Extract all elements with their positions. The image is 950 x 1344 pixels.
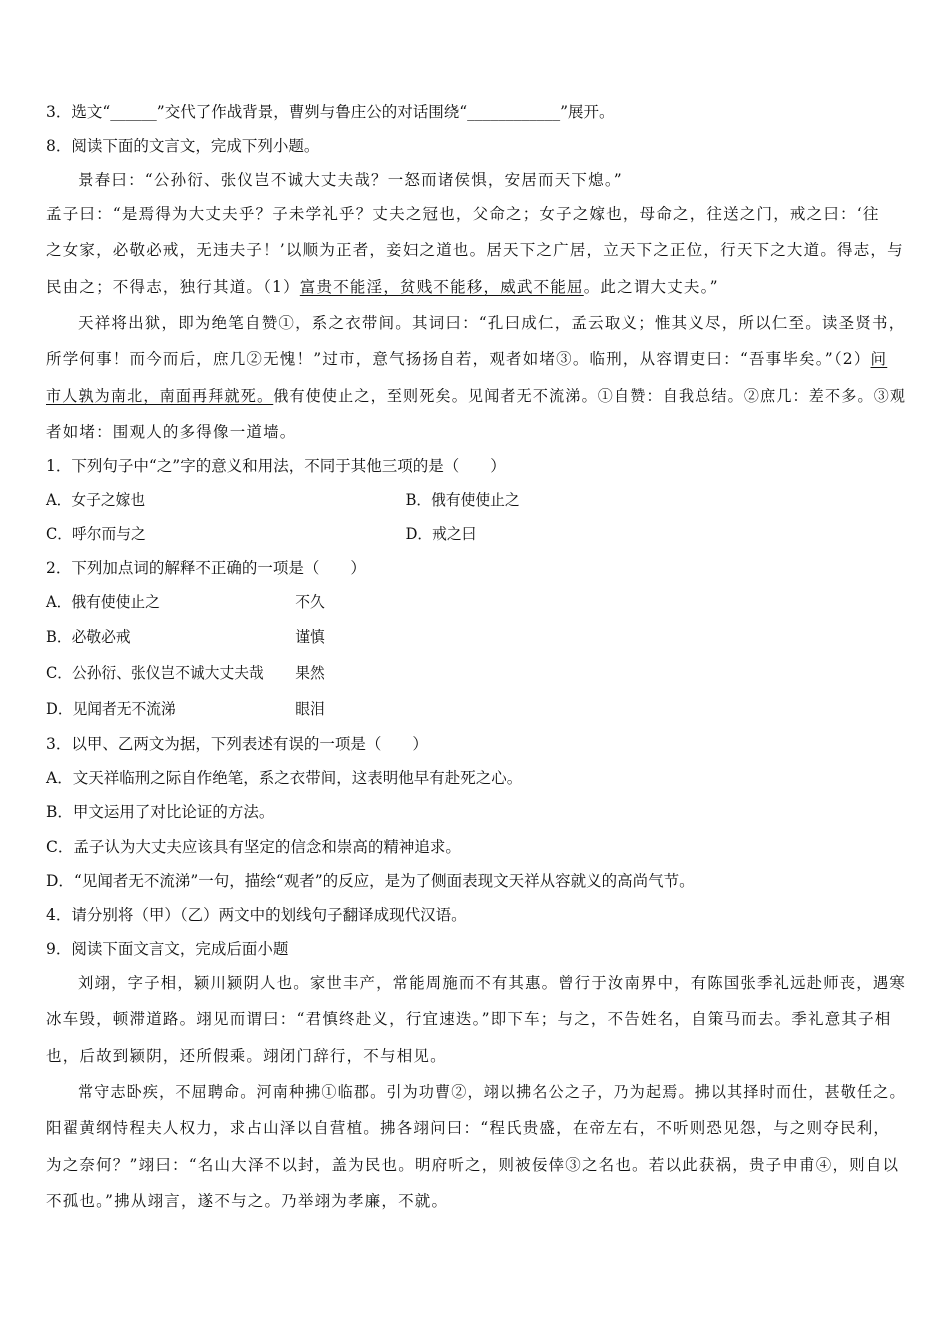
option-b-explanation: 谨慎 (295, 628, 325, 646)
option-row (46, 489, 906, 511)
passage-line: 不孤也。”拂从翊言，遂不与之。乃举翊为孝廉，不就。 (46, 1192, 449, 1210)
passage-line: 阳翟黄纲恃程夫人权力，求占山泽以自营植。拂各翊问曰：“程氏贵盛，在帝左右，不听则恐见怨，与之则夺民利， (46, 1119, 891, 1137)
passage-text: 俄有使使止之，至则死矣。见闻者无不流涕。①自赞：自我总结。②庶几：差不多。③观 (273, 387, 907, 405)
question-9-heading: 9．阅读下面文言文，完成后面小题 (46, 940, 289, 958)
option-a[interactable]: A．女子之嫁也 (46, 491, 146, 509)
option-row (46, 698, 906, 720)
option-row (46, 662, 906, 684)
option-d[interactable]: D．戒之曰 (405, 525, 477, 543)
option-d[interactable]: D．“见闻者无不流涕”一句，描绘“观者”的反应，是为了侧面表现文天祥从容就义的高尚气节。 (46, 872, 695, 890)
question-3-previous: 3．选文“______”交代了作战背景，曹刿与鲁庄公的对话围绕“____________”展开。 (46, 103, 615, 121)
passage-line: 者如堵：围观人的多得像一道墙。 (46, 423, 297, 441)
passage-line (46, 276, 719, 298)
option-a-explanation: 不久 (295, 593, 325, 611)
sub-question-2-stem: 2．下列加点词的解释不正确的一项是（ ） (46, 559, 366, 577)
passage-text: 民由之；不得志，独行其道。（1） (46, 278, 300, 296)
underlined-sentence-2-start: 问 (870, 350, 888, 368)
option-d[interactable]: D．见闻者无不流涕 (46, 700, 176, 718)
passage-line: 冰车毁，顿滞道路。翊见而谓曰：“君慎终赴义，行宜速迭。”即下车；与之，不告姓名，自策马而去。季礼意其子相 (46, 1010, 892, 1028)
option-row (46, 523, 906, 545)
option-row (46, 626, 906, 648)
passage-text: 。此之谓大丈夫。” (583, 278, 719, 296)
option-b[interactable]: B．甲文运用了对比论证的方法。 (46, 803, 275, 821)
underlined-sentence-2: 市人孰为南北，南面再拜就死。 (46, 387, 274, 405)
option-b[interactable]: B．必敬必戒 (46, 628, 131, 646)
question-8-heading: 8．阅读下面的文言文，完成下列小题。 (46, 137, 320, 155)
option-d-explanation: 眼泪 (295, 700, 325, 718)
option-b[interactable]: B．俄有使使止之 (405, 491, 520, 509)
passage-text: 所学何事！而今而后，庶几②无愧！”过市，意气扬扬自若，观者如堵③。临刑，从容谓吏曰：“吾事毕矣。”（2） (46, 350, 871, 368)
underlined-sentence-1: 富贵不能淫，贫贱不能移，威武不能屈 (299, 278, 584, 296)
option-a[interactable]: A．文天祥临刑之际自作绝笔，系之衣带间，这表明他早有赴死之心。 (46, 769, 523, 787)
passage-line: 也，后故到颍阴，还所假乘。翊闭门辞行，不与相见。 (46, 1047, 447, 1065)
option-c[interactable]: C．呼尔而与之 (46, 525, 146, 543)
sub-question-4: 4．请分别将（甲）（乙）两文中的划线句子翻译成现代汉语。 (46, 906, 467, 924)
passage-line (46, 348, 887, 370)
option-a[interactable]: A．俄有使使止之 (46, 593, 160, 611)
passage-line: 常守志卧疾，不屈聘命。河南种拂①临郡。引为功曹②，翊以拂名公之子，乃为起焉。拂以其择时而仕，甚敬任之。 (78, 1083, 906, 1101)
sub-question-1-stem: 1．下列句子中“之”字的意义和用法，不同于其他三项的是（ ） (46, 457, 506, 475)
option-c[interactable]: C．公孙衍、张仪岂不诚大丈夫哉 (46, 664, 264, 682)
option-c-explanation: 果然 (295, 664, 325, 682)
passage-line: 孟子曰：“是焉得为大丈夫乎？子未学礼乎？丈夫之冠也，父命之；女子之嫁也，母命之，往送之门，戒之曰：‘往 (46, 205, 880, 223)
passage-line: 为之奈何？”翊曰：“名山大泽不以封，盖为民也。明府听之，则被佞倖③之名也。若以此获祸，贵子申甫④，则自以 (46, 1156, 900, 1174)
sub-question-3-stem: 3．以甲、乙两文为据，下列表述有误的一项是（ ） (46, 735, 428, 753)
option-row (46, 591, 906, 613)
passage-line: 之女家，必敬必戒，无违夫子！’以顺为正者，妾妇之道也。居天下之广居，立天下之正位，行天下之大道。得志，与 (46, 241, 904, 259)
passage-line: 刘翊，字子相，颍川颍阴人也。家世丰产，常能周施而不有其惠。曾行于汝南界中，有陈国张季礼远赴师丧，遇寒 (78, 974, 907, 992)
passage-line: 景春曰：“公孙衍、张仪岂不诚大丈夫哉？一怒而诸侯惧，安居而天下熄。” (78, 171, 623, 189)
passage-line (46, 385, 906, 407)
option-c[interactable]: C．孟子认为大丈夫应该具有坚定的信念和崇高的精神追求。 (46, 838, 461, 856)
passage-line: 天祥将出狱，即为绝笔自赞①，系之衣带间。其词曰：“孔曰成仁，孟云取义；惟其义尽，所以仁至。读圣贤书， (78, 314, 906, 332)
